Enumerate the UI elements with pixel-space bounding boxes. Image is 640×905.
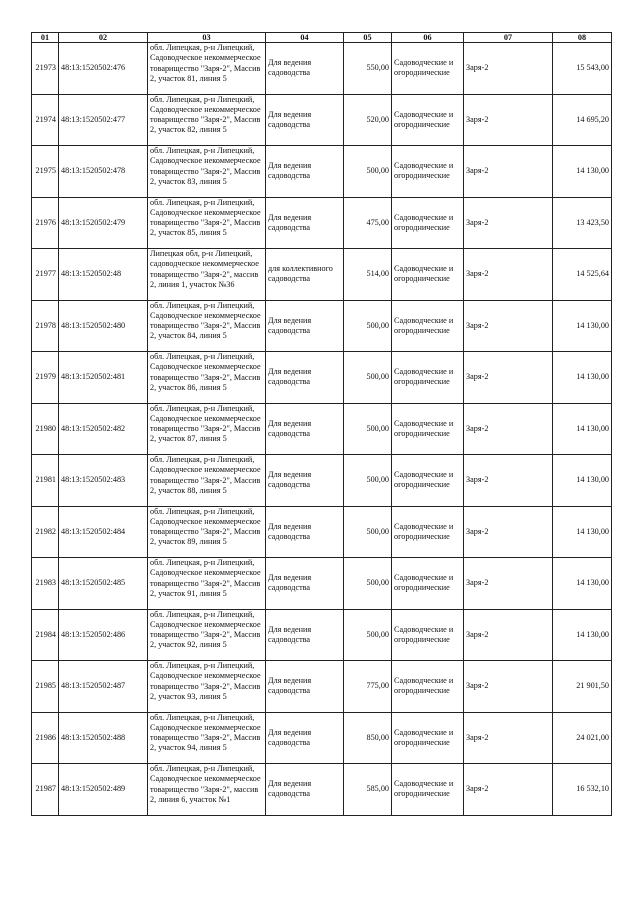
partnership-name-cell: Заря-2: [464, 455, 553, 507]
address-cell: [148, 764, 266, 816]
cadastral-number-cell: 48:13:1520502:479: [59, 197, 148, 249]
permitted-use-cell: Для ведения садоводства: [266, 609, 344, 661]
address-wrap: [150, 610, 263, 660]
permitted-use-cell: для коллективного садоводства: [266, 249, 344, 301]
land-category-cell: Садоводческие и огороднические: [392, 506, 464, 558]
address-wrap: [150, 558, 263, 608]
area-cell: 514,00: [344, 249, 392, 301]
cadastral-number-cell: 48:13:1520502:477: [59, 94, 148, 146]
cadastral-number-cell: 48:13:1520502:48: [59, 249, 148, 301]
cadastral-value-cell: 24 021,00: [553, 712, 612, 764]
permitted-use-cell: Для ведения садоводства: [266, 43, 344, 95]
address-wrap: [150, 43, 263, 93]
address-cell: [148, 300, 266, 352]
record-number-cell: 21982: [32, 506, 59, 558]
partnership-name-cell: Заря-2: [464, 43, 553, 95]
address-text: обл. Липецкая, р-н Липецкий, Садоводческое некоммерческое товарищество "Заря-2", Массив 2, участок 93, линия 5: [150, 661, 261, 701]
table-row: [32, 94, 612, 146]
land-category-cell: Садоводческие и огороднические: [392, 764, 464, 816]
record-number-cell: 21987: [32, 764, 59, 816]
partnership-name-cell: Заря-2: [464, 661, 553, 713]
address-cell: [148, 712, 266, 764]
area-cell: 850,00: [344, 712, 392, 764]
address-text: обл. Липецкая, р-н Липецкий, Садоводческое некоммерческое товарищество "Заря-2", Массив 2, участок 85, линия 5: [150, 197, 261, 238]
permitted-use-cell: Для ведения садоводства: [266, 94, 344, 146]
address-wrap: [150, 352, 263, 402]
land-category-cell: Садоводческие и огороднические: [392, 661, 464, 713]
table-header-row: [32, 33, 612, 43]
area-cell: 500,00: [344, 455, 392, 507]
record-number-cell: 21979: [32, 352, 59, 404]
cadastral-number-cell: 48:13:1520502:489: [59, 764, 148, 816]
permitted-use-cell: Для ведения садоводства: [266, 403, 344, 455]
area-cell: 500,00: [344, 403, 392, 455]
col-header-06: 06: [392, 33, 464, 43]
cadastral-value-cell: 13 423,50: [553, 197, 612, 249]
address-wrap: [150, 764, 263, 814]
address-cell: [148, 146, 266, 198]
address-text: обл. Липецкая, р-н Липецкий, Садоводческое некоммерческое товарищество "Заря-2", Массив 2, участок 83, линия 5: [150, 146, 261, 186]
table-row: [32, 352, 612, 404]
partnership-name-cell: Заря-2: [464, 146, 553, 198]
cadastral-value-cell: 14 130,00: [553, 455, 612, 507]
table-row: [32, 764, 612, 816]
land-category-cell: Садоводческие и огороднические: [392, 43, 464, 95]
address-wrap: [150, 455, 263, 505]
cadastral-value-cell: 14 130,00: [553, 506, 612, 558]
permitted-use-cell: Для ведения садоводства: [266, 352, 344, 404]
area-cell: 500,00: [344, 352, 392, 404]
address-wrap: [150, 198, 263, 248]
col-header-04: 04: [266, 33, 344, 43]
cadastral-number-cell: 48:13:1520502:480: [59, 300, 148, 352]
cadastral-value-cell: 15 543,00: [553, 43, 612, 95]
col-header-05: 05: [344, 33, 392, 43]
address-text: обл. Липецкая, р-н Липецкий, Садоводческое некоммерческое товарищество "Заря-2", Массив 2, участок 86, линия 5: [150, 352, 261, 392]
cadastral-number-cell: 48:13:1520502:482: [59, 403, 148, 455]
table-row: [32, 609, 612, 661]
record-number-cell: 21985: [32, 661, 59, 713]
address-text: Липецкая обл, р-н Липецкий, садоводческое некоммерческое товарищество "Заря-2", массив 2, линия 1, участок №36: [150, 249, 259, 289]
cadastral-value-cell: 14 130,00: [553, 146, 612, 198]
area-cell: 500,00: [344, 609, 392, 661]
permitted-use-cell: Для ведения садоводства: [266, 506, 344, 558]
address-cell: [148, 558, 266, 610]
land-category-cell: Садоводческие и огороднические: [392, 300, 464, 352]
record-number-cell: 21983: [32, 558, 59, 610]
table-row: [32, 661, 612, 713]
partnership-name-cell: Заря-2: [464, 197, 553, 249]
table-row: [32, 558, 612, 610]
permitted-use-cell: Для ведения садоводства: [266, 197, 344, 249]
record-number-cell: 21976: [32, 197, 59, 249]
partnership-name-cell: Заря-2: [464, 352, 553, 404]
address-wrap: [150, 713, 263, 763]
cadastral-value-cell: 14 695,20: [553, 94, 612, 146]
address-text: обл. Липецкая, р-н Липецкий, Садоводческое некоммерческое товарищество "Заря-2", Массив 2, участок 88, линия 5: [150, 455, 261, 495]
partnership-name-cell: Заря-2: [464, 712, 553, 764]
table-row: [32, 455, 612, 507]
land-category-cell: Садоводческие и огороднические: [392, 609, 464, 661]
area-cell: 520,00: [344, 94, 392, 146]
table-row: [32, 43, 612, 95]
table-row: [32, 249, 612, 301]
cadastral-value-cell: 14 130,00: [553, 403, 612, 455]
record-number-cell: 21974: [32, 94, 59, 146]
land-category-cell: Садоводческие и огороднические: [392, 558, 464, 610]
address-cell: [148, 94, 266, 146]
area-cell: 500,00: [344, 300, 392, 352]
record-number-cell: 21986: [32, 712, 59, 764]
record-number-cell: 21978: [32, 300, 59, 352]
table-row: [32, 197, 612, 249]
permitted-use-cell: Для ведения садоводства: [266, 712, 344, 764]
cadastral-number-cell: 48:13:1520502:476: [59, 43, 148, 95]
area-cell: 550,00: [344, 43, 392, 95]
address-text: обл. Липецкая, р-н Липецкий, Садоводческое некоммерческое товарищество "Заря-2", Массив 2, участок 94, линия 5: [150, 712, 261, 753]
permitted-use-cell: Для ведения садоводства: [266, 558, 344, 610]
address-text: обл. Липецкая, р-н Липецкий, Садоводческое некоммерческое товарищество "Заря-2", Массив 2, участок 81, линия 5: [150, 43, 261, 83]
address-text: обл. Липецкая, р-н Липецкий, Садоводческое некоммерческое товарищество "Заря-2", Массив 2, участок 91, линия 5: [150, 558, 261, 598]
area-cell: 475,00: [344, 197, 392, 249]
address-cell: [148, 609, 266, 661]
record-number-cell: 21981: [32, 455, 59, 507]
partnership-name-cell: Заря-2: [464, 94, 553, 146]
land-category-cell: Садоводческие и огороднические: [392, 352, 464, 404]
address-text: обл. Липецкая, р-н Липецкий, Садоводческое некоммерческое товарищество "Заря-2", Массив 2, участок 84, линия 5: [150, 300, 261, 341]
record-number-cell: 21984: [32, 609, 59, 661]
land-category-cell: Садоводческие и огороднические: [392, 712, 464, 764]
address-cell: [148, 661, 266, 713]
cadastral-number-cell: 48:13:1520502:485: [59, 558, 148, 610]
address-wrap: [150, 95, 263, 145]
partnership-name-cell: Заря-2: [464, 506, 553, 558]
cadastral-number-cell: 48:13:1520502:487: [59, 661, 148, 713]
cadastral-table: [31, 32, 612, 816]
record-number-cell: 21975: [32, 146, 59, 198]
col-header-01: 01: [32, 33, 59, 43]
table-row: [32, 300, 612, 352]
address-text: обл. Липецкая, р-н Липецкий, Садоводческое некоммерческое товарищество "Заря-2", Массив 2, участок 92, линия 5: [150, 609, 261, 650]
address-cell: [148, 352, 266, 404]
address-cell: [148, 506, 266, 558]
address-wrap: [150, 249, 263, 299]
land-category-cell: Садоводческие и огороднические: [392, 249, 464, 301]
col-header-03: 03: [148, 33, 266, 43]
area-cell: 500,00: [344, 558, 392, 610]
permitted-use-cell: Для ведения садоводства: [266, 455, 344, 507]
address-wrap: [150, 404, 263, 454]
permitted-use-cell: Для ведения садоводства: [266, 661, 344, 713]
record-number-cell: 21977: [32, 249, 59, 301]
record-number-cell: 21973: [32, 43, 59, 95]
table-row: [32, 146, 612, 198]
address-cell: [148, 455, 266, 507]
land-category-cell: Садоводческие и огороднические: [392, 197, 464, 249]
area-cell: 775,00: [344, 661, 392, 713]
address-text: обл. Липецкая, р-н Липецкий, Садоводческое некоммерческое товарищество "Заря-2", Массив 2, участок 82, линия 5: [150, 94, 261, 135]
address-wrap: [150, 146, 263, 196]
partnership-name-cell: Заря-2: [464, 558, 553, 610]
permitted-use-cell: Для ведения садоводства: [266, 300, 344, 352]
partnership-name-cell: Заря-2: [464, 249, 553, 301]
area-cell: 500,00: [344, 506, 392, 558]
partnership-name-cell: Заря-2: [464, 403, 553, 455]
cadastral-value-cell: 14 525,64: [553, 249, 612, 301]
address-text: обл. Липецкая, р-н Липецкий, Садоводческое некоммерческое товарищество "Заря-2", Массив 2, участок 87, линия 5: [150, 403, 261, 444]
land-category-cell: Садоводческие и огороднические: [392, 455, 464, 507]
area-cell: 500,00: [344, 146, 392, 198]
partnership-name-cell: Заря-2: [464, 764, 553, 816]
partnership-name-cell: Заря-2: [464, 609, 553, 661]
col-header-07: 07: [464, 33, 553, 43]
cadastral-number-cell: 48:13:1520502:484: [59, 506, 148, 558]
address-wrap: [150, 507, 263, 557]
cadastral-value-cell: 16 532,10: [553, 764, 612, 816]
cadastral-number-cell: 48:13:1520502:486: [59, 609, 148, 661]
cadastral-value-cell: 21 901,50: [553, 661, 612, 713]
col-header-08: 08: [553, 33, 612, 43]
address-cell: [148, 249, 266, 301]
cadastral-value-cell: 14 130,00: [553, 300, 612, 352]
area-cell: 585,00: [344, 764, 392, 816]
land-category-cell: Садоводческие и огороднические: [392, 94, 464, 146]
address-cell: [148, 43, 266, 95]
table-row: [32, 403, 612, 455]
address-text: обл. Липецкая, р-н Липецкий, Садоводческое некоммерческое товарищество "Заря-2", Массив 2, участок 89, линия 5: [150, 506, 261, 547]
partnership-name-cell: Заря-2: [464, 300, 553, 352]
table-row: [32, 506, 612, 558]
address-wrap: [150, 301, 263, 351]
cadastral-number-cell: 48:13:1520502:488: [59, 712, 148, 764]
col-header-02: 02: [59, 33, 148, 43]
cadastral-value-cell: 14 130,00: [553, 558, 612, 610]
land-category-cell: Садоводческие и огороднические: [392, 403, 464, 455]
table-row: [32, 712, 612, 764]
cadastral-value-cell: 14 130,00: [553, 352, 612, 404]
permitted-use-cell: Для ведения садоводства: [266, 146, 344, 198]
record-number-cell: 21980: [32, 403, 59, 455]
address-wrap: [150, 661, 263, 711]
permitted-use-cell: Для ведения садоводства: [266, 764, 344, 816]
land-category-cell: Садоводческие и огороднические: [392, 146, 464, 198]
cadastral-number-cell: 48:13:1520502:478: [59, 146, 148, 198]
cadastral-number-cell: 48:13:1520502:483: [59, 455, 148, 507]
address-text: обл. Липецкая, р-н Липецкий, Садоводческое некоммерческое товарищество "Заря-2", массив 2, линия 6, участок №1: [150, 764, 261, 804]
cadastral-value-cell: 14 130,00: [553, 609, 612, 661]
cadastral-number-cell: 48:13:1520502:481: [59, 352, 148, 404]
address-cell: [148, 197, 266, 249]
address-cell: [148, 403, 266, 455]
